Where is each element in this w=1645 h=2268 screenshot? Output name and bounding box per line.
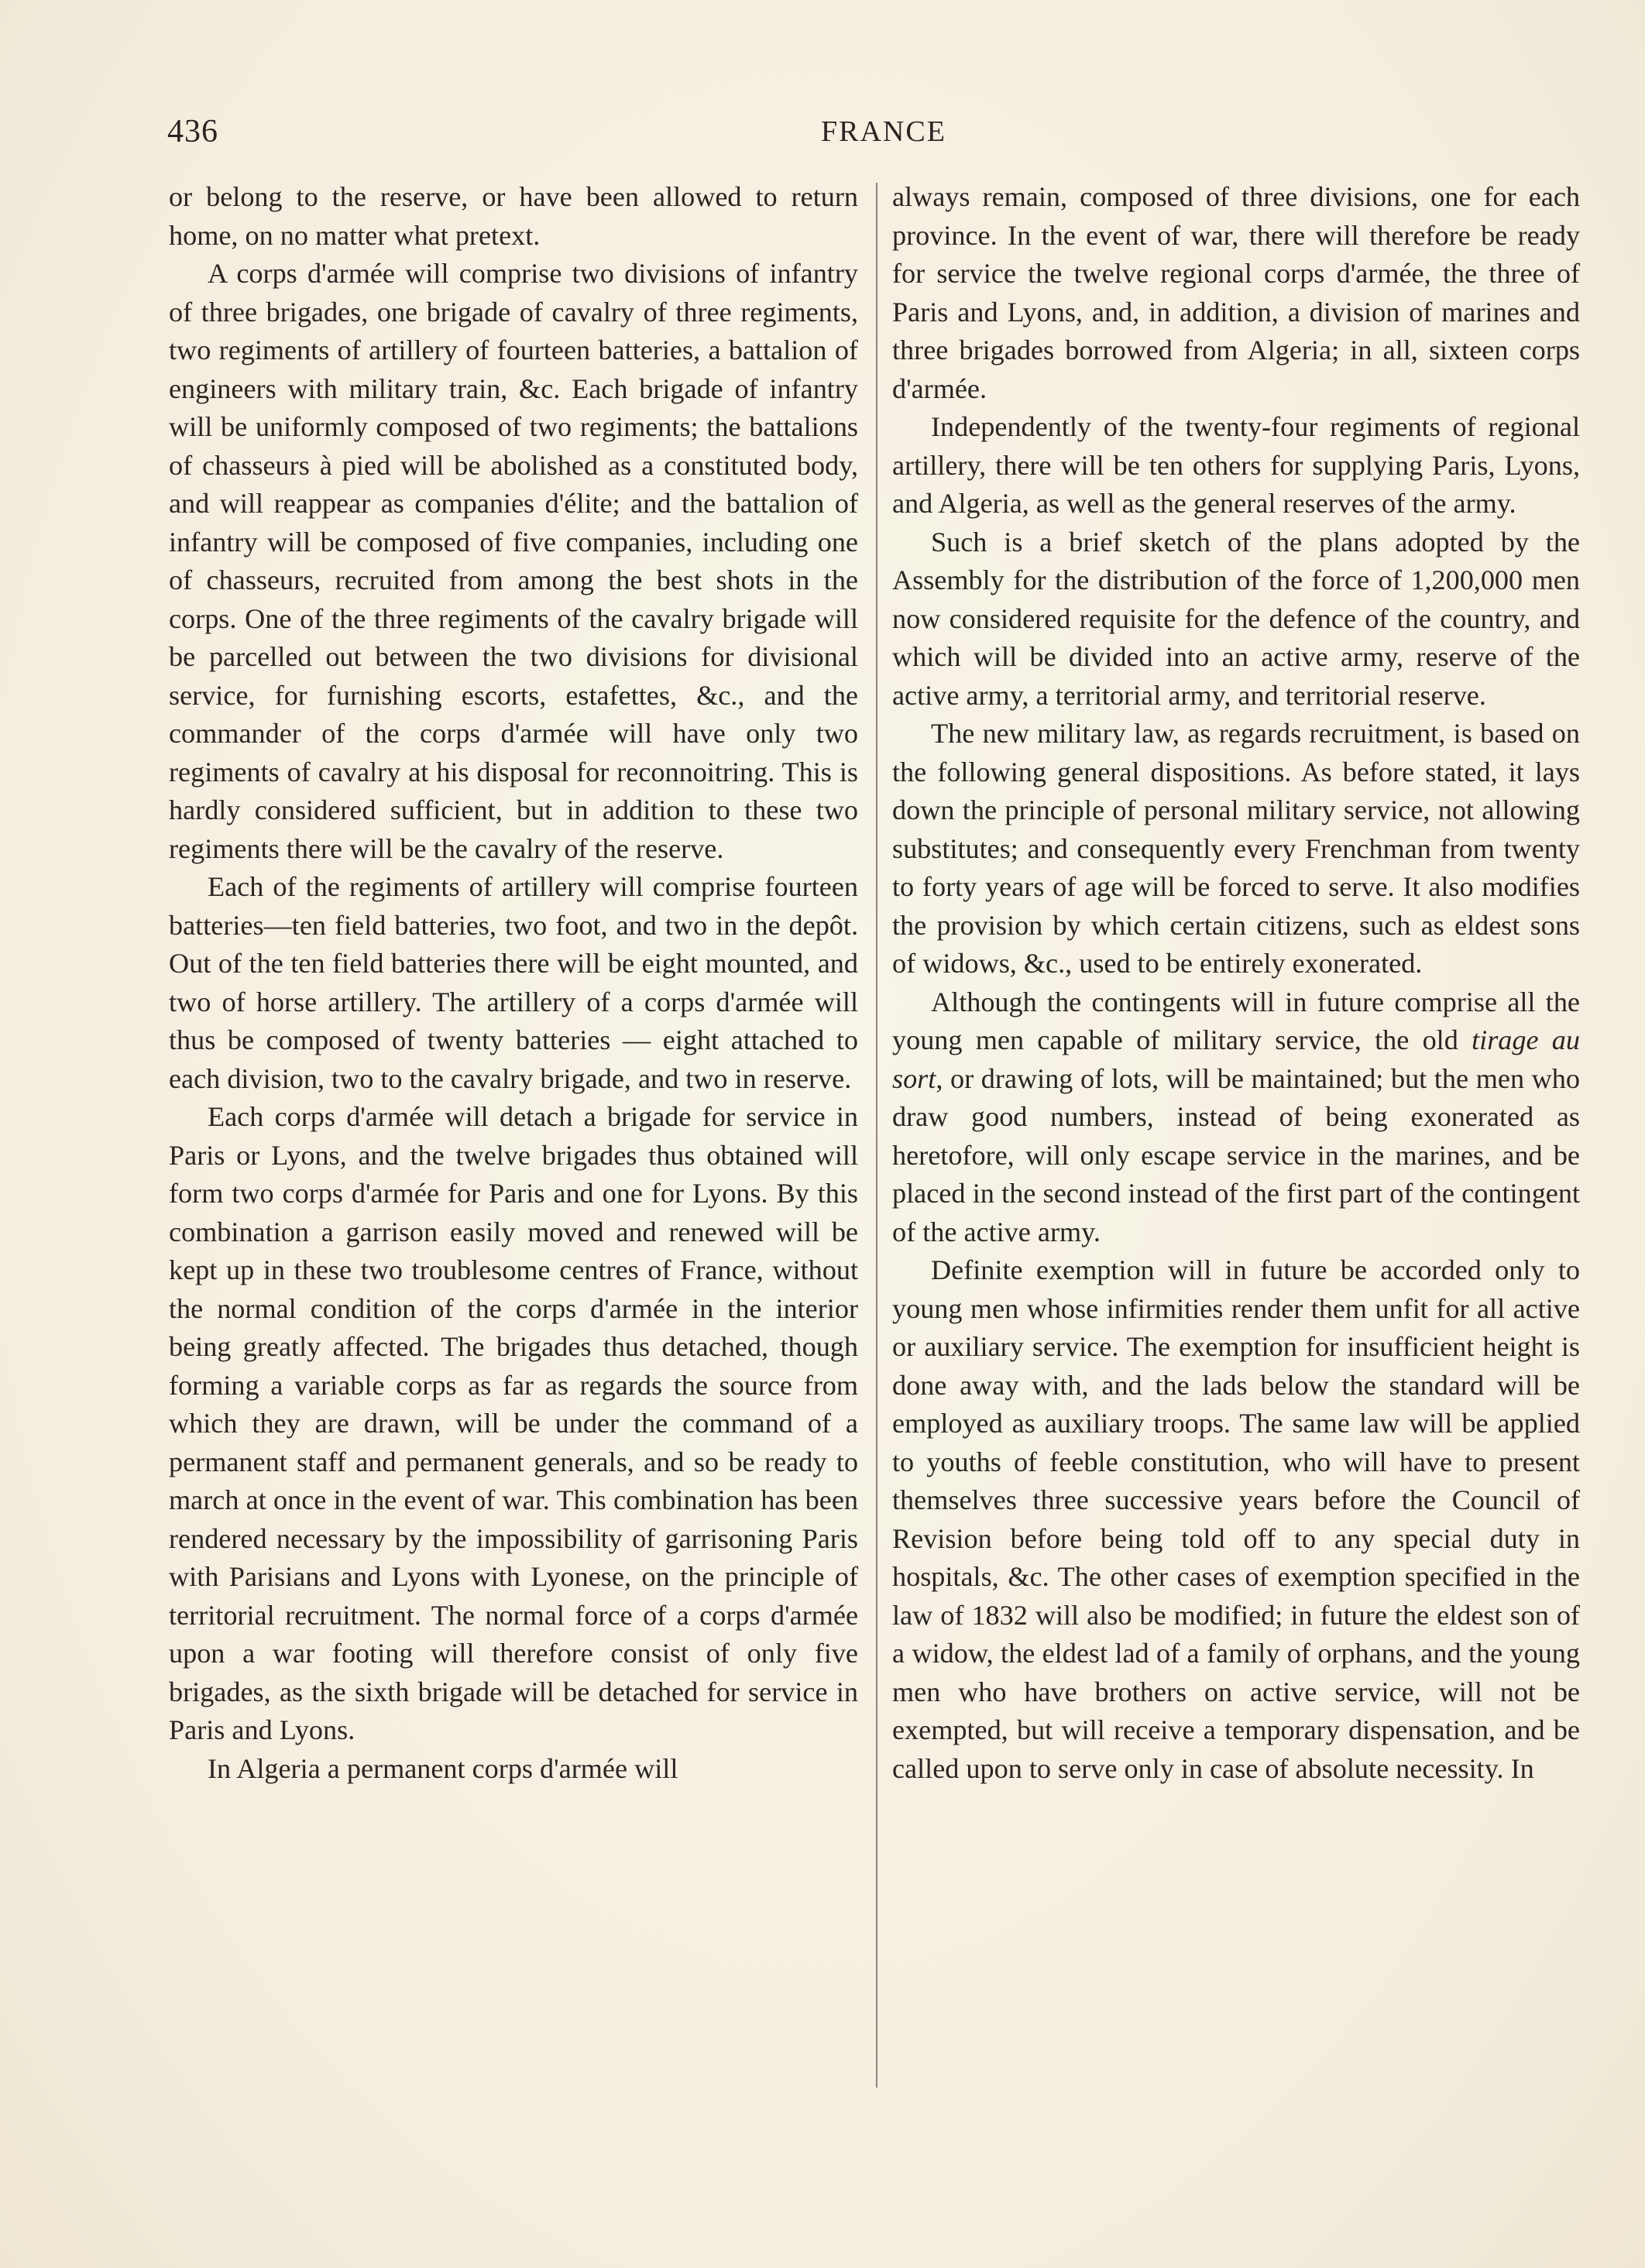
italic-term: tirage au sort: [892, 1024, 1580, 1094]
paragraph: Such is a brief sketch of the plans adopted by the Assembly for the distribution of the force of 1,200,000 men now considered requisite for the defence of the country, and which will be divided into an active army, reserve of the active army, a territorial army, and territorial reserve.: [892, 526, 1580, 711]
left-column: [169, 178, 858, 1788]
paragraph: Definite exemption will in future be accorded only to young men whose infirmities render them unfit for all active or auxiliary service. The exemption for insufficient height is done away with, and the lads below the standard will be employed as auxiliary troops. The same law will be applied to youths of feeble constitution, who will have to present themselves three successive years before the Council of Revision before being told off to any special duty in hospitals, &c. The other cases of exemption specified in the law of 1832 will also be modified; in future the eldest son of a widow, the eldest lad of a family of orphans, and the young men who have brothers on active service, will not be exempted, but will receive a temporary dispensation, and be called upon to serve only in case of absolute necessity. In: [892, 1254, 1580, 1784]
paragraph: In Algeria a permanent corps d'armée will: [208, 1752, 678, 1784]
text-run: , or drawing of lots, will be maintained; but the men who draw good numbers, instead of being exonerated as heretofore, will only escape service in the marines, and be placed in the second instead of the first part of the contingent of the active army.: [892, 1062, 1580, 1247]
right-column: [892, 178, 1580, 1788]
paragraph: Each of the regiments of artillery will comprise fourteen batteries—ten field batteries, two foot, and two in the depôt. Out of the ten field batteries there will be eight mounted, and two of horse artillery. The artillery of a corps d'armée will thus be composed of twenty batteries — eight attached to each division, two to the cavalry brigade, and two in reserve.: [169, 871, 858, 1094]
paragraph: always remain, composed of three divisions, one for each province. In the event of war, there will therefore be ready for service the twelve regional corps d'armée, the three of Paris and Lyons, and, in addition, a division of marines and three brigades borrowed from Algeria; in all, sixteen corps d'armée.: [892, 181, 1580, 404]
paragraph-tirage: [892, 983, 1580, 1252]
text-run: Although the contingents will in future comprise all the young men capable of military service, the old: [892, 986, 1580, 1055]
running-title: FRANCE: [821, 115, 946, 148]
paragraph: The new military law, as regards recruitment, is based on the following general dispositions. As before stated, it lays down the principle of personal military service, not allowing substitutes; and consequently every Frenchman from twenty to forty years of age will be forced to serve. It also modifies the provision by which certain citizens, such as eldest sons of widows, &c., used to be entirely exonerated.: [892, 718, 1580, 979]
paragraph: A corps d'armée will comprise two divisions of infantry of three brigades, one brigade of cavalry of three regiments, two regiments of artillery of fourteen batteries, a battalion of engineers with military train, &c. Each brigade of infantry will be uniformly composed of two regiments; the battalions of chasseurs à pied will be abolished as a constituted body, and will reappear as companies d'élite; and the battalion of infantry will be composed of five companies, including one of chasseurs, recruited from among the best shots in the corps. One of the three regiments of the cavalry brigade will be parcelled out between the two divisions for divisional service, for furnishing escorts, estafettes, &c., and the commander of the corps d'armée will have only two regiments of cavalry at his disposal for reconnoitring. This is hardly considered sufficient, but in addition to these two regiments there will be the cavalry of the reserve.: [169, 258, 858, 864]
paragraph: Independently of the twenty-four regiments of regional artillery, there will be ten others for supplying Paris, Lyons, and Algeria, as well as the general reserves of the army.: [892, 411, 1580, 519]
paragraph: or belong to the reserve, or have been allowed to return home, on no matter what pretext.: [169, 181, 858, 251]
page-number: 436: [167, 114, 218, 149]
column-divider: [876, 183, 877, 2088]
paragraph: Each corps d'armée will detach a brigade for service in Paris or Lyons, and the twelve brigades thus obtained will form two corps d'armée for Paris and one for Lyons. By this combination a garrison easily moved and renewed will be kept up in these two troublesome centres of France, without the normal condition of the corps d'armée in the interior being greatly affected. The brigades thus detached, though forming a variable corps as far as regards the source from which they are drawn, will be under the command of a permanent staff and permanent generals, and so be ready to march at once in the event of war. This combination has been rendered necessary by the impossibility of garrisoning Paris with Parisians and Lyons with Lyonese, on the principle of territorial recruitment. The normal force of a corps d'armée upon a war footing will therefore consist of only five brigades, as the sixth brigade will be detached for service in Paris and Lyons.: [169, 1101, 858, 1745]
